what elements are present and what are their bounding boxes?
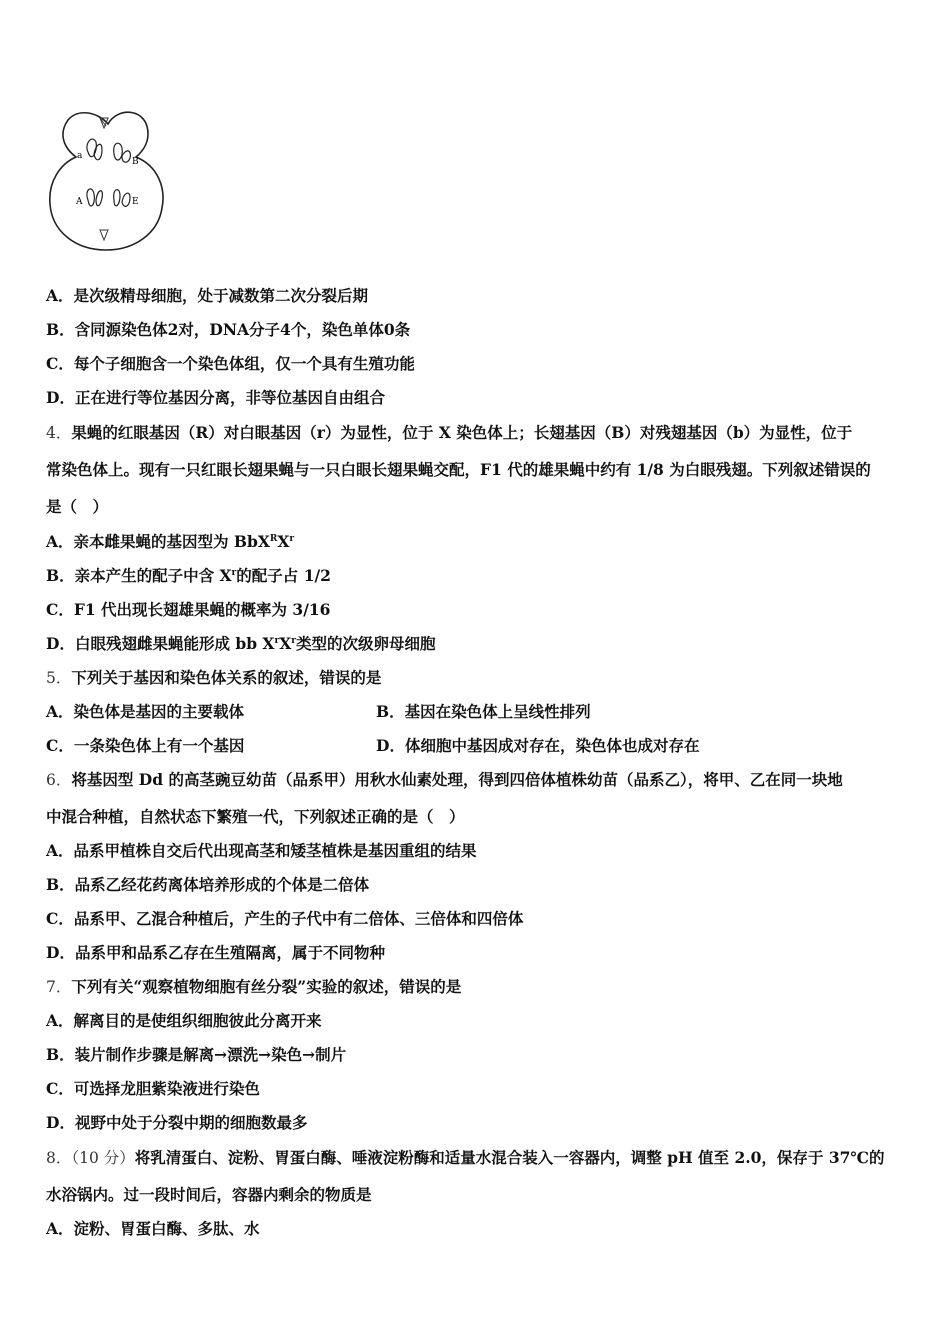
chromosome-a [87, 139, 96, 157]
q5-option-b: B．基因在染色体上呈线性排列 [376, 702, 591, 721]
chromosome-b [114, 143, 123, 160]
q8-stem-line2: 水浴锅内。过一段时间后，容器内剩余的物质是 [46, 1185, 372, 1204]
q4-option-d: D．白眼残翅雌果蝇能形成 bb $X^rX^r$类型的次级卵母细胞 [46, 634, 436, 653]
label-A: A [76, 197, 83, 207]
q8-stem-line1: 8．（10 分）将乳清蛋白、淀粉、胃蛋白酶、唾液淀粉酶和适量水混合装入一容器内，调整 pH 值至 2.0，保存于 37℃的 [46, 1148, 885, 1167]
spindle-pole-bottom [100, 230, 108, 240]
q4-stem-line3: 是（ ） [46, 497, 109, 516]
q7-option-c: C．可选择龙胆紫染液进行染色 [46, 1079, 260, 1098]
q7-option-b: B．装片制作步骤是解离→漂洗→染色→制片 [46, 1045, 347, 1064]
chromosome-A [87, 189, 95, 206]
q3-option-d: D．正在进行等位基因分离，非等位基因自由组合 [46, 388, 385, 407]
q3-option-b: B．含同源染色体2对，DNA分子4个，染色单体0条 [46, 320, 411, 339]
cell-division-diagram [46, 104, 166, 252]
q7-option-d: D．视野中处于分裂中期的细胞数最多 [46, 1113, 308, 1132]
q8-option-a: A．淀粉、胃蛋白酶、多肽、水 [46, 1219, 260, 1238]
q6-stem-line2: 中混合种植，自然状态下繁殖一代，下列叙述正确的是（ ） [46, 807, 465, 826]
q4-option-c: C．F1 代出现长翅雄果蝇的概率为 3/16 [46, 600, 331, 619]
q4-option-b: B．亲本产生的配子中含 $X^r$的配子占 1/2 [46, 566, 331, 585]
q6-stem-line1: 6．将基因型 Dd 的高茎豌豆幼苗（品系甲）用秋水仙素处理，得到四倍体植株幼苗（品系乙），将甲、乙在同一块地 [46, 770, 843, 789]
q5-option-d: D．体细胞中基因成对存在，染色体也成对存在 [376, 736, 700, 755]
q4-option-a: A．亲本雌果蝇的基因型为 $BbX^RX^r$ [46, 532, 295, 551]
label-a: a [77, 151, 83, 161]
q4-stem-line2: 常染色体上。现有一只红眼长翅果蝇与一只白眼长翅果蝇交配，F1 代的雄果蝇中约有 1/8 为白眼残翅。下列叙述错误的 [46, 460, 871, 479]
q5-option-a: A．染色体是基因的主要载体 [46, 702, 245, 721]
q3-option-c: C．每个子细胞含一个染色体组，仅一个具有生殖功能 [46, 354, 415, 373]
q5-option-c: C．一条染色体上有一个基因 [46, 736, 245, 755]
q7-stem: 7．下列有关“观察植物细胞有丝分裂”实验的叙述，错误的是 [46, 977, 462, 996]
q6-option-d: D．品系甲和品系乙存在生殖隔离，属于不同物种 [46, 943, 385, 962]
chromosome-E [114, 190, 120, 206]
q6-option-b: B．品系乙经花药离体培养形成的个体是二倍体 [46, 875, 370, 894]
q4-stem-line1: 4．果蝇的红眼基因（R）对白眼基因（r）为显性，位于 X 染色体上；长翅基因（B）对残翅基因（b）为显性，位于 [46, 423, 853, 442]
q6-option-a: A．品系甲植株自交后代出现高茎和矮茎植株是基因重组的结果 [46, 841, 477, 860]
q6-option-c: C．品系甲、乙混合种植后，产生的子代中有二倍体、三倍体和四倍体 [46, 909, 524, 928]
cell-outline [50, 112, 163, 250]
label-B: B [132, 157, 139, 167]
label-E: E [132, 197, 139, 207]
q5-stem: 5．下列关于基因和染色体关系的叙述，错误的是 [46, 668, 382, 687]
q3-option-a: A．是次级精母细胞，处于减数第二次分裂后期 [46, 286, 369, 305]
q7-option-a: A．解离目的是使组织细胞彼此分离开来 [46, 1011, 322, 1030]
